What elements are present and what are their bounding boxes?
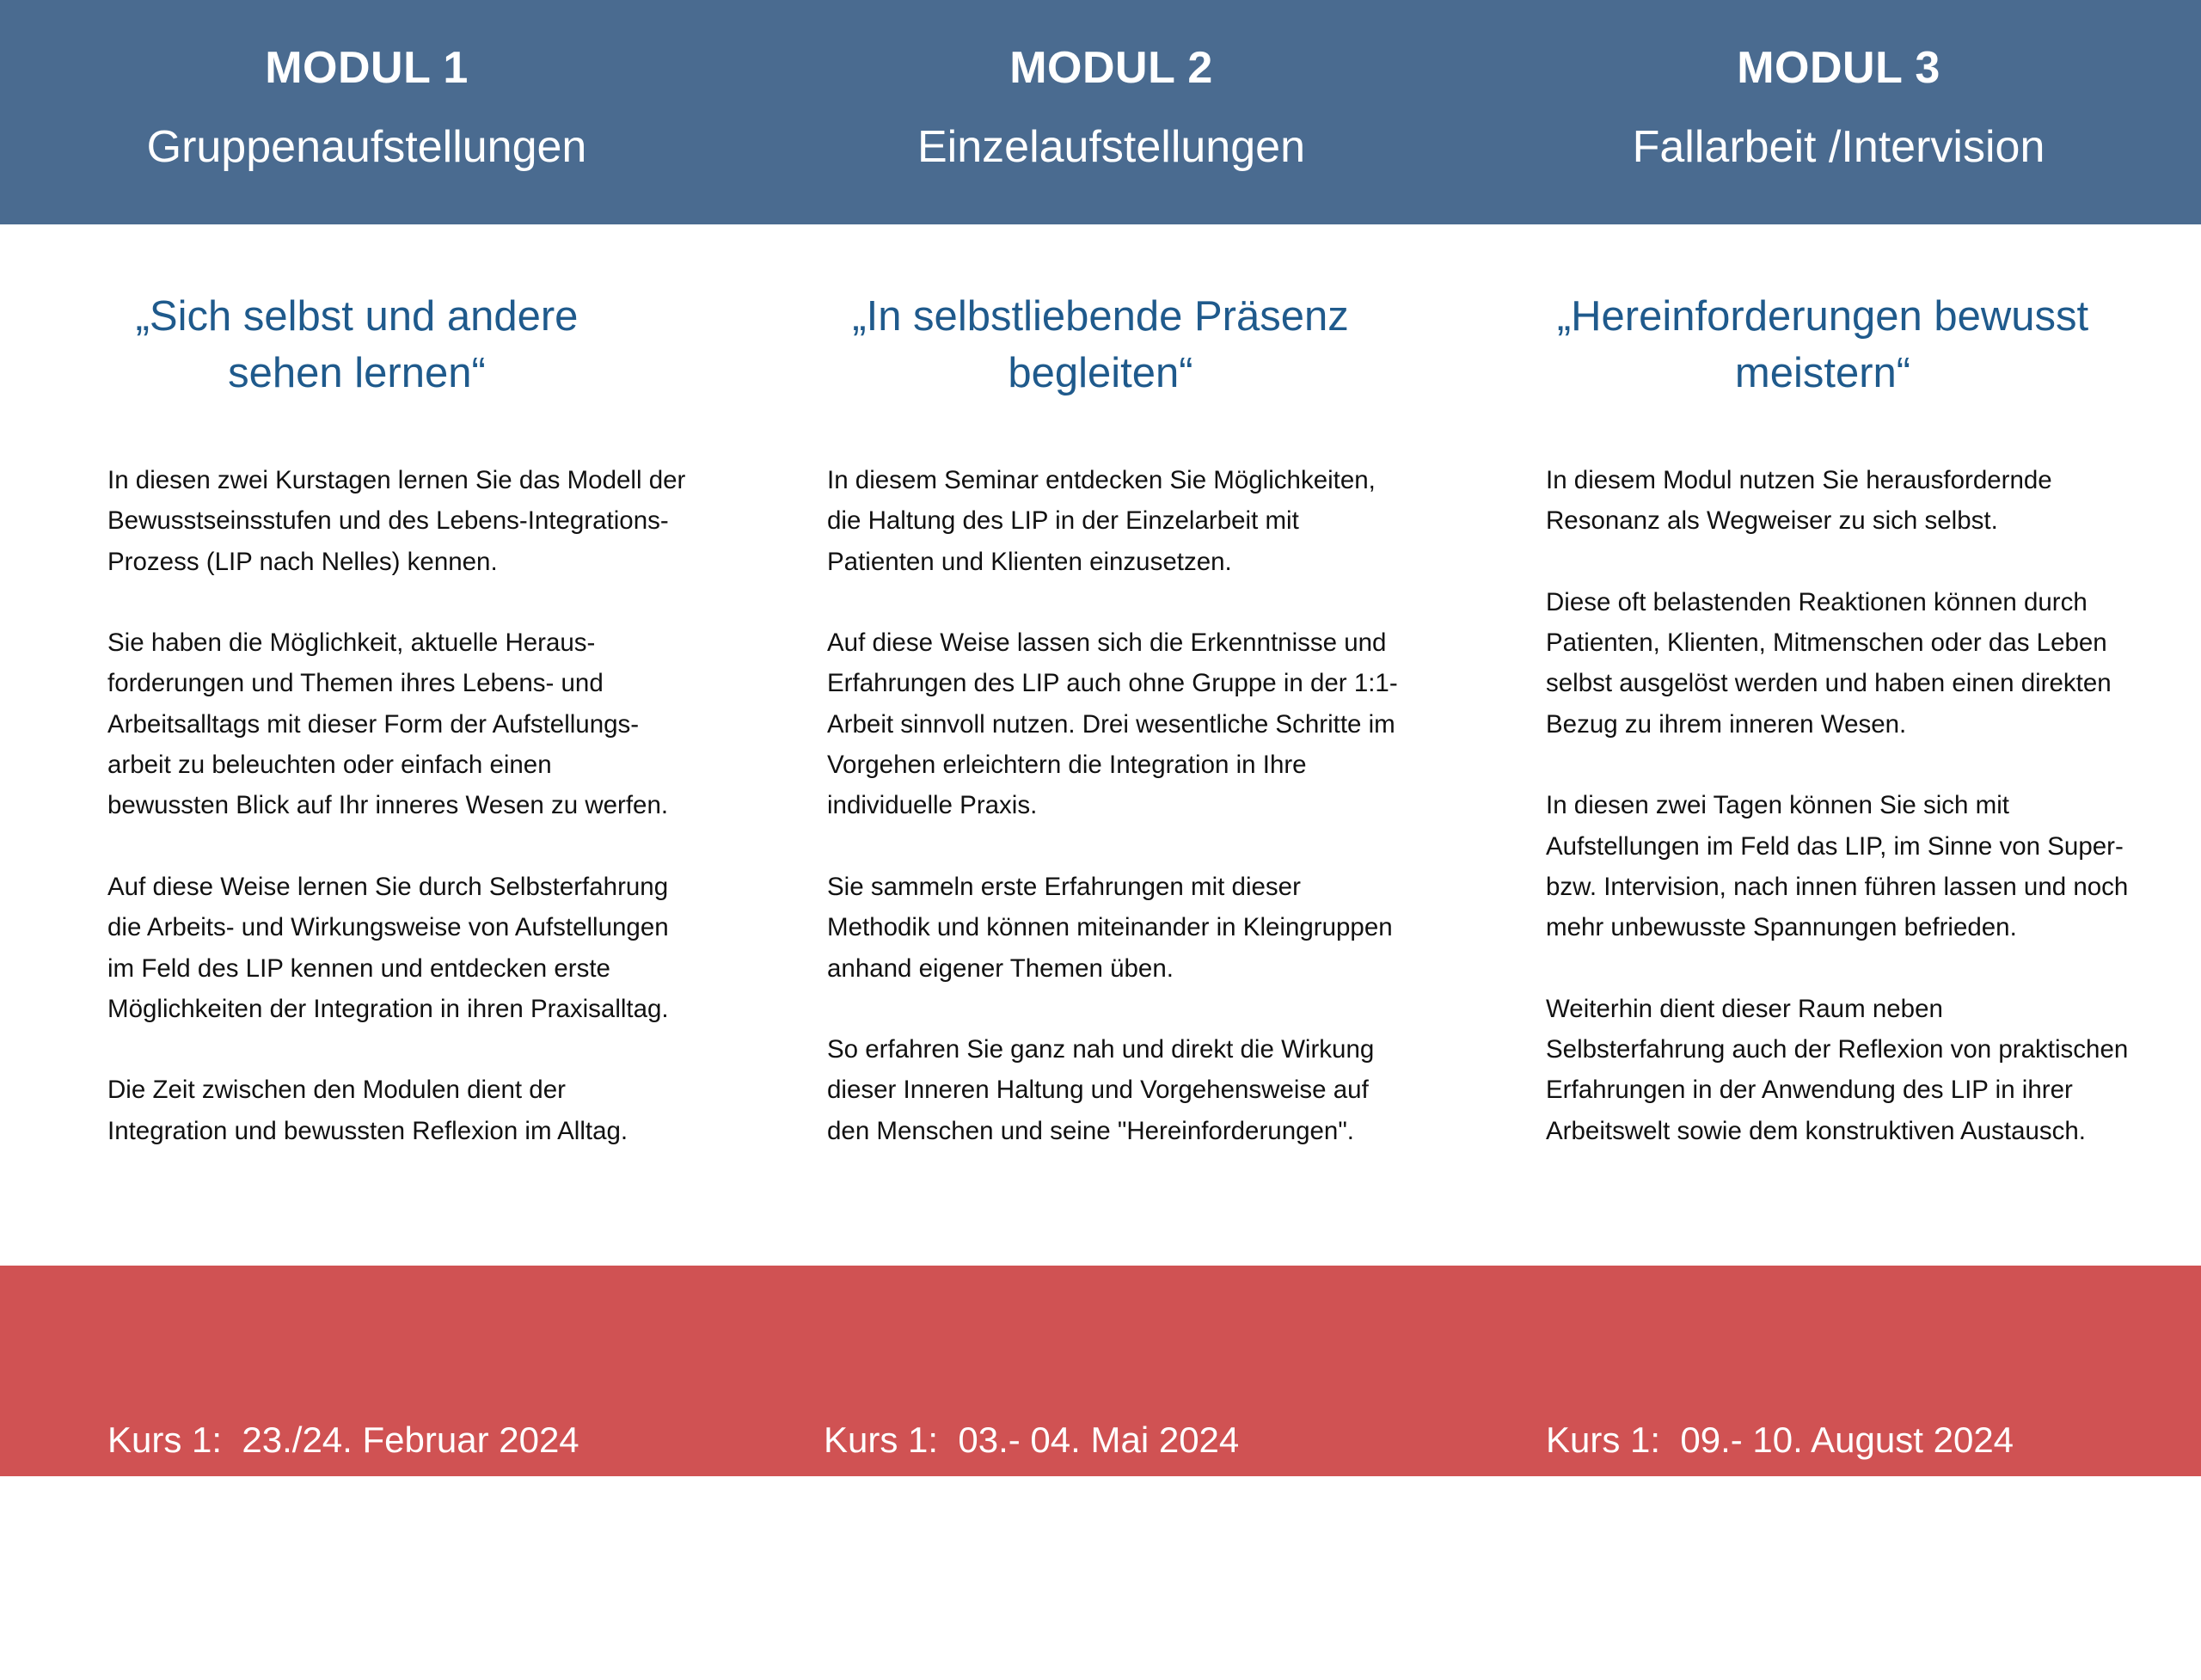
- module-1-paragraph: Sie haben die Möglichkeit, aktuelle Heraus- forderungen und Themen ihres Lebens- und Arbeitsalltags mit dieser Form der Aufstellungs- arbeit zu beleuchten oder einfach einen bewussten Blick auf Ihr inneres Wesen zu werfen.: [107, 628, 669, 820]
- module-3-paragraph: In diesem Modul nutzen Sie herausfordernde Resonanz als Wegweiser zu sich selbst.: [1546, 466, 2052, 536]
- module-3-date-kurs-1: Kurs 1: 09.- 10. August 2024: [1546, 1419, 2014, 1460]
- module-1-paragraph: Die Zeit zwischen den Modulen dient der Integration und bewussten Reflexion im Alltag.: [107, 1076, 628, 1145]
- module-3-quote: [1500, 288, 2145, 402]
- module-3-date-kurs-2: Kurs 2: 28.2./01. März 2025: [1546, 1579, 2002, 1620]
- module-3-paragraph: Weiterhin dient dieser Raum neben Selbsterfahrung auch der Reflexion von praktischen Erfahrungen in der Anwendung des LIP in ihrer Arbeitswelt sowie dem konstruktiven Austausch.: [1546, 994, 2129, 1145]
- module-2-date-kurs-1: Kurs 1: 03.- 04. Mai 2024: [824, 1419, 1240, 1460]
- module-1-title: MODUL 1: [265, 43, 469, 93]
- module-3-quote-line-2: meistern“: [1734, 350, 1911, 396]
- module-2-quote: [778, 288, 1423, 402]
- module-3-paragraph: In diesen zwei Tagen können Sie sich mit Aufstellungen im Feld das LIP, im Sinne von Super- bzw. Intervision, nach innen führen lassen und noch mehr unbewusste Spannungen befrieden.: [1546, 791, 2129, 942]
- module-3-topic: Fallarbeit /Intervision: [1632, 122, 2045, 172]
- module-2-header: [745, 0, 1478, 224]
- module-2-dates: [824, 1307, 1335, 1680]
- module-2-topic: Einzelaufstellungen: [917, 122, 1305, 172]
- module-1-header: [0, 0, 733, 224]
- module-1-description: [107, 460, 727, 1192]
- module-2-paragraph: In diesem Seminar entdecken Sie Möglichkeiten, die Haltung des LIP in der Einzelarbeit mit Patienten und Klienten einzusetzen.: [827, 466, 1376, 576]
- module-2-description: [827, 460, 1446, 1192]
- module-3-dates: [1546, 1307, 2014, 1680]
- module-1-dates: [107, 1307, 629, 1680]
- module-2-date-kurs-2: Kurs 2: 06./07. Dezember 2024: [824, 1579, 1336, 1620]
- module-3-header: [1472, 0, 2201, 224]
- module-2-quote-line-2: begleiten“: [1008, 350, 1193, 396]
- module-3-description: [1546, 460, 2182, 1192]
- module-1-date-kurs-2: Kurs 2: 06./07. September 2024: [107, 1579, 630, 1620]
- module-1-quote-line-2: sehen lernen“: [228, 350, 486, 396]
- module-2-quote-line-1: „In selbstliebende Präsenz: [852, 293, 1349, 340]
- module-3-paragraph: Diese oft belastenden Reaktionen können durch Patienten, Klienten, Mitmenschen oder das Leben selbst ausgelöst werden und haben einen direkten Bezug zu ihrem inneren Wesen.: [1546, 587, 2112, 739]
- module-2-title: MODUL 2: [1009, 43, 1213, 93]
- module-3-title: MODUL 3: [1737, 43, 1940, 93]
- module-1-date-kurs-1: Kurs 1: 23./24. Februar 2024: [107, 1419, 579, 1460]
- module-3-quote-line-1: „Hereinforderungen bewusst: [1556, 293, 2089, 340]
- module-2-paragraph: So erfahren Sie ganz nah und direkt die Wirkung dieser Inneren Haltung und Vorgehensweise auf den Menschen und seine "Hereinforderungen".: [827, 1035, 1375, 1145]
- module-2-paragraph: Sie sammeln erste Erfahrungen mit dieser Methodik und können miteinander in Kleingruppen anhand eigener Themen üben.: [827, 872, 1393, 983]
- module-1-quote: [34, 288, 679, 402]
- module-1-quote-line-1: „Sich selbst und andere: [135, 293, 579, 340]
- module-1-paragraph: Auf diese Weise lernen Sie durch Selbsterfahrung die Arbeits- und Wirkungsweise von Aufstellungen im Feld des LIP kennen und entdecken erste Möglichkeiten der Integration in ihren Praxisalltag.: [107, 872, 669, 1023]
- module-2-paragraph: Auf diese Weise lassen sich die Erkenntnisse und Erfahrungen des LIP auch ohne Gruppe in der 1:1- Arbeit sinnvoll nutzen. Drei wesentliche Schritte im Vorgehen erleichtern die Integration in Ihre individuelle Praxis.: [827, 628, 1398, 820]
- module-1-topic: Gruppenaufstellungen: [146, 122, 587, 172]
- module-1-paragraph: In diesen zwei Kurstagen lernen Sie das Modell der Bewusstseinsstufen und des Lebens-Integrations- Prozess (LIP nach Nelles) kennen.: [107, 466, 686, 576]
